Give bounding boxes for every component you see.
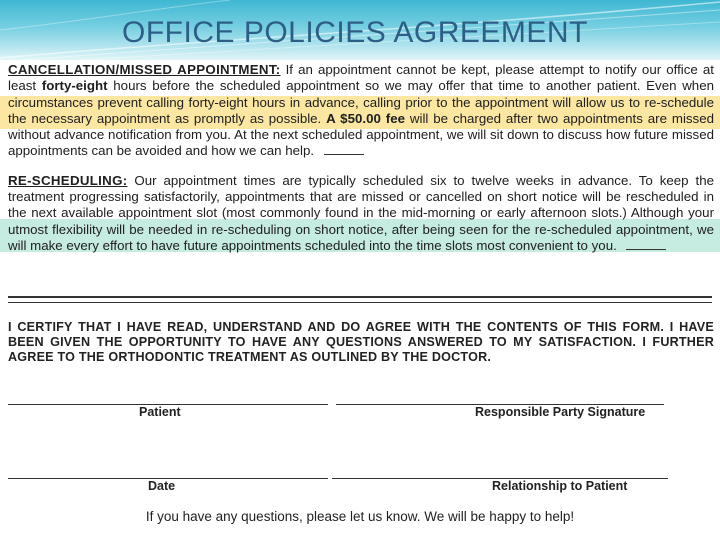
cancellation-fee: A $50.00 fee xyxy=(326,110,405,126)
initials-blank-rescheduling[interactable] xyxy=(626,238,666,250)
section-divider xyxy=(8,296,712,303)
initials-blank-cancellation[interactable] xyxy=(324,143,364,155)
cancellation-paragraph xyxy=(8,62,714,160)
rescheduling-heading: RE-SCHEDULING: xyxy=(8,172,128,188)
footer-help-text: If you have any questions, please let us know. We will be happy to help! xyxy=(145,509,575,524)
responsible-party-label: Responsible Party Signature xyxy=(475,405,646,419)
relationship-label: Relationship to Patient xyxy=(492,479,628,493)
patient-label: Patient xyxy=(139,405,181,419)
cancellation-text-2: hours before the scheduled appointment so we may offer that time to another patient. Even when circumstances prevent calling forty-eight hours in advance, calling prior to the appointment will allow us to re-schedule the necessary appointment as promptly as possible. xyxy=(8,78,714,126)
header-banner xyxy=(0,0,720,60)
certification-statement: I CERTIFY THAT I HAVE READ, UNDERSTAND AND DO AGREE WITH THE CONTENTS OF THIS FORM. I HAVE BEEN GIVEN THE OPPORTUNITY TO HAVE ANY QUESTIONS ANSWERED TO MY SATISFACTION. I FURTHER AGREE TO THE ORTHODONTIC TREATMENT AS OUTLINED BY THE DOCTOR. xyxy=(8,320,714,365)
cancellation-bold-hours: forty-eight xyxy=(41,78,108,94)
rescheduling-paragraph xyxy=(8,173,714,254)
slide-title: OFFICE POLICIES AGREEMENT xyxy=(122,16,588,49)
cancellation-text-3: will be charged after two appointments are missed without advance notification from you. At the next scheduled appointment, we will sit down to discuss how future missed appointments can be avoided and how we can help. xyxy=(8,110,714,159)
cancellation-text-1: If an appointment cannot be kept, please attempt to notify our office at least xyxy=(8,62,714,94)
cancellation-heading: CANCELLATION/MISSED APPOINTMENT: xyxy=(8,62,281,77)
date-label: Date xyxy=(148,479,176,493)
policies-document xyxy=(8,62,714,254)
rescheduling-text: Our appointment times are typically scheduled six to twelve weeks in advance. To keep the treatment progressing satisfactorily, appointments that are missed or cancelled on short notice will be rescheduled in the next available appointment slot (most commonly found in the mid-morning or early afternoon slots.) Although your utmost flexibility will be needed in re-scheduling on short notice, after being seen for the re-scheduled appointment, we will make every effort to have future appointments scheduled into the time slots most convenient to you. xyxy=(8,172,714,253)
